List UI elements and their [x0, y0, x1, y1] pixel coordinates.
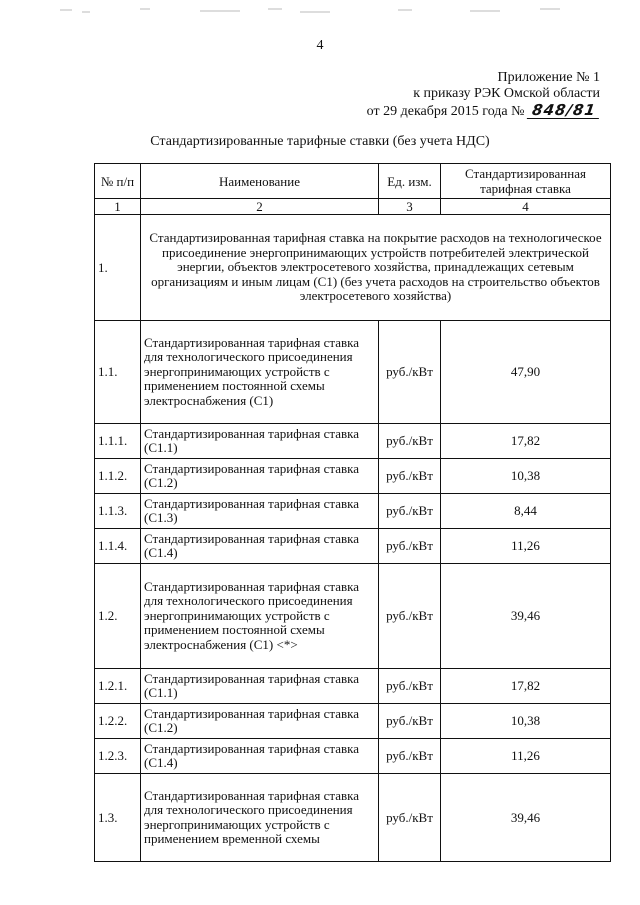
row-value: 17,82 — [441, 669, 611, 704]
header-unit: Ед. изм. — [379, 164, 441, 199]
table-row — [95, 774, 611, 862]
scan-artifact-marks — [0, 6, 640, 20]
column-index: 4 — [441, 199, 611, 215]
header-number: № п/п — [95, 164, 141, 199]
table-row — [95, 321, 611, 424]
row-number: 1.1.1. — [95, 424, 141, 459]
row-name: Стандартизированная тарифная ставка для технологического присоединения энергопринимающих устройств с применением постоянной схемы электроснабжения (С1) — [141, 321, 379, 424]
row-value: 17,82 — [441, 424, 611, 459]
row-name: Стандартизированная тарифная ставка (С1.2) — [141, 459, 379, 494]
tariff-rates-table — [94, 163, 611, 862]
section-description: Стандартизированная тарифная ставка на покрытие расходов на технологическое присоединение энергопринимающих устройств потребителей электрической энергии, объектов электросетевого хозяйства, принадлежащих сетевым организациям и иным лицам (С1) (без учета расходов на строительство объектов электросетевого хозяйства) — [141, 215, 611, 321]
row-name: Стандартизированная тарифная ставка (С1.4) — [141, 529, 379, 564]
row-value: 8,44 — [441, 494, 611, 529]
row-value: 39,46 — [441, 774, 611, 862]
header-rate: Стандартизированная тарифная ставка — [441, 164, 611, 199]
row-unit: руб./кВт — [379, 459, 441, 494]
handwritten-order-number: 848/81 — [527, 102, 601, 119]
row-number: 1.2.3. — [95, 739, 141, 774]
appendix-line-2: к приказу РЭК Омской области — [413, 86, 600, 101]
section-row — [95, 215, 611, 321]
row-name: Стандартизированная тарифная ставка (С1.1) — [141, 424, 379, 459]
row-value: 11,26 — [441, 529, 611, 564]
row-number: 1.1.4. — [95, 529, 141, 564]
row-number: 1.3. — [95, 774, 141, 862]
row-unit: руб./кВт — [379, 424, 441, 459]
table-header-row — [95, 164, 611, 199]
row-unit: руб./кВт — [379, 704, 441, 739]
row-name: Стандартизированная тарифная ставка (С1.2) — [141, 704, 379, 739]
table-row — [95, 424, 611, 459]
table-row — [95, 529, 611, 564]
row-unit: руб./кВт — [379, 669, 441, 704]
order-date-text: от 29 декабря 2015 года № — [366, 104, 525, 119]
row-value: 39,46 — [441, 564, 611, 669]
row-number: 1. — [95, 215, 141, 321]
column-index-row — [95, 199, 611, 215]
row-name: Стандартизированная тарифная ставка (С1.4) — [141, 739, 379, 774]
table-row — [95, 494, 611, 529]
column-index: 2 — [141, 199, 379, 215]
row-unit: руб./кВт — [379, 774, 441, 862]
appendix-header — [367, 70, 600, 120]
appendix-line-1: Приложение № 1 — [497, 70, 600, 85]
row-number: 1.2.1. — [95, 669, 141, 704]
row-name: Стандартизированная тарифная ставка (С1.1) — [141, 669, 379, 704]
column-index: 3 — [379, 199, 441, 215]
row-value: 10,38 — [441, 459, 611, 494]
row-number: 1.1.3. — [95, 494, 141, 529]
row-name: Стандартизированная тарифная ставка для технологического присоединения энергопринимающих устройств с применением постоянной схемы электроснабжения (С1) <*> — [141, 564, 379, 669]
header-name: Наименование — [141, 164, 379, 199]
table-row — [95, 459, 611, 494]
row-number: 1.2. — [95, 564, 141, 669]
row-unit: руб./кВт — [379, 494, 441, 529]
table-row — [95, 739, 611, 774]
appendix-line-3 — [367, 102, 600, 120]
row-value: 11,26 — [441, 739, 611, 774]
row-number: 1.1. — [95, 321, 141, 424]
table-row — [95, 704, 611, 739]
column-index: 1 — [95, 199, 141, 215]
row-number: 1.2.2. — [95, 704, 141, 739]
row-unit: руб./кВт — [379, 321, 441, 424]
row-value: 47,90 — [441, 321, 611, 424]
row-unit: руб./кВт — [379, 529, 441, 564]
row-unit: руб./кВт — [379, 564, 441, 669]
row-name: Стандартизированная тарифная ставка для технологического присоединения энергопринимающих устройств с применением временной схемы — [141, 774, 379, 862]
row-name: Стандартизированная тарифная ставка (С1.3) — [141, 494, 379, 529]
row-unit: руб./кВт — [379, 739, 441, 774]
table-row — [95, 564, 611, 669]
row-value: 10,38 — [441, 704, 611, 739]
page-number: 4 — [316, 38, 324, 53]
document-title: Стандартизированные тарифные ставки (без учета НДС) — [150, 134, 490, 149]
row-number: 1.1.2. — [95, 459, 141, 494]
table-row — [95, 669, 611, 704]
